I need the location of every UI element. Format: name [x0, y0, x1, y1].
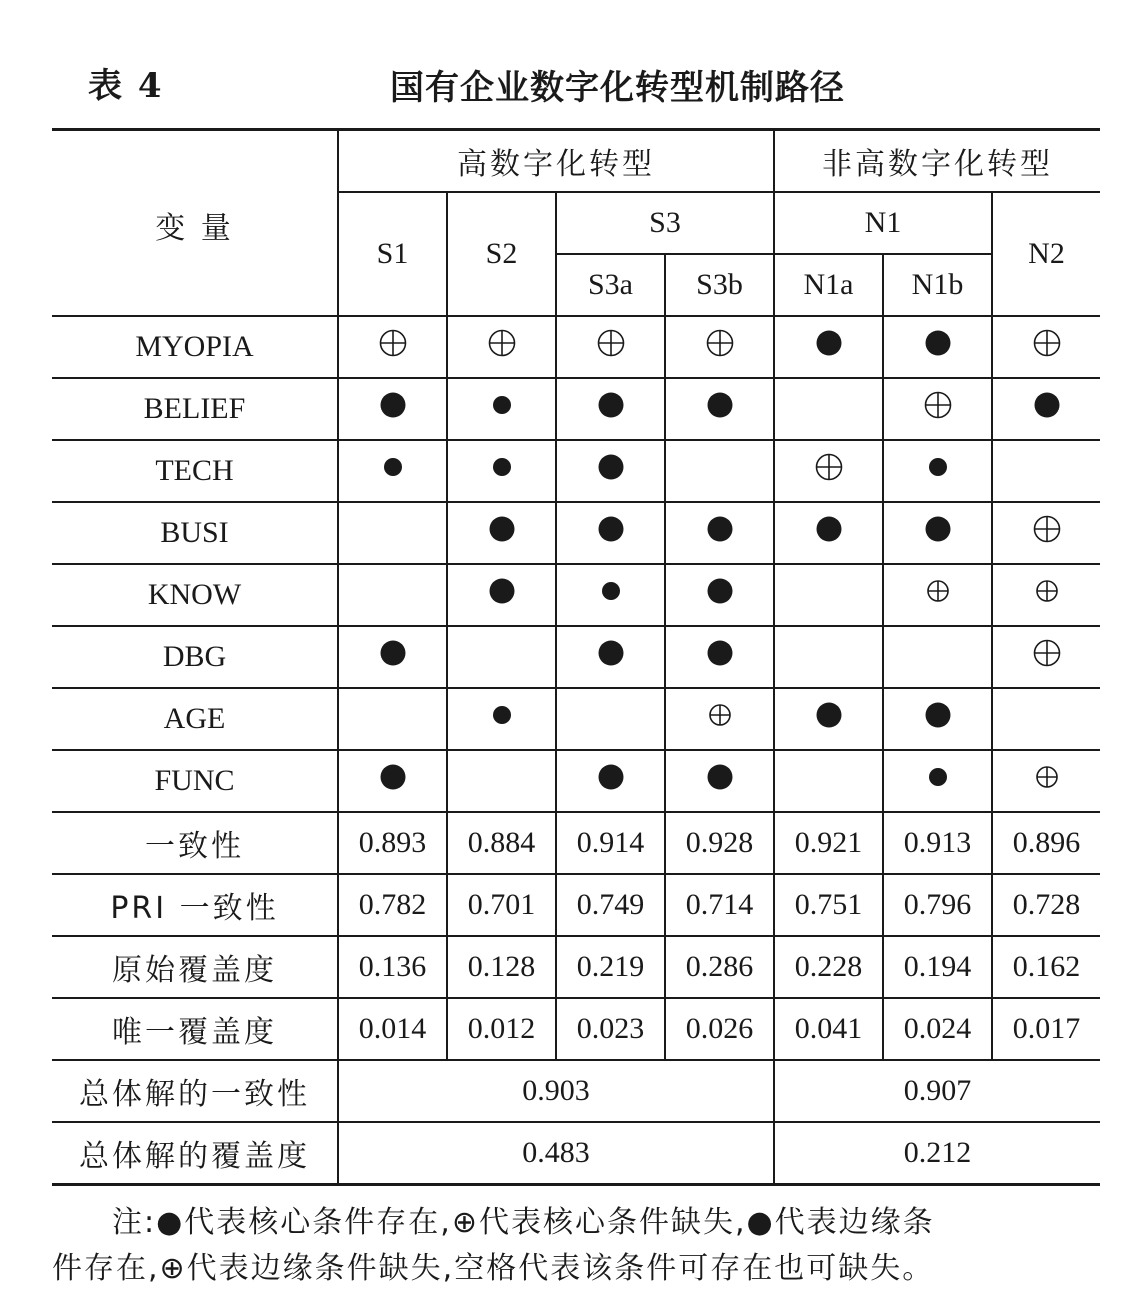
condition-cell [883, 502, 992, 564]
edge-present-icon [487, 452, 517, 490]
core-present-icon [705, 762, 735, 800]
core-present-icon [705, 638, 735, 676]
condition-cell [447, 440, 556, 502]
condition-row [52, 316, 1100, 378]
config-header-s3a: S3a [556, 254, 665, 316]
config-header-n1: N1 [774, 192, 992, 254]
condition-cell [338, 316, 447, 378]
condition-cell [774, 750, 883, 812]
table-title: 国有企业数字化转型机制路径 [390, 68, 845, 108]
condition-cell [883, 750, 992, 812]
condition-cell [556, 564, 665, 626]
condition-cell [883, 316, 992, 378]
metric-value: 0.728 [992, 874, 1100, 936]
config-header-s3: S3 [556, 192, 774, 254]
overall-row [52, 1122, 1100, 1185]
metric-value: 0.023 [556, 998, 665, 1060]
condition-cell [447, 316, 556, 378]
metric-name: 一致性 [52, 812, 338, 874]
condition-row [52, 626, 1100, 688]
condition-name: FUNC [52, 750, 338, 812]
core-absent-icon [487, 328, 517, 366]
config-header-n1a: N1a [774, 254, 883, 316]
condition-cell [774, 440, 883, 502]
core-present-icon [596, 452, 626, 490]
metric-row [52, 874, 1100, 936]
metric-value: 0.024 [883, 998, 992, 1060]
condition-row [52, 564, 1100, 626]
metric-value: 0.921 [774, 812, 883, 874]
condition-row [52, 688, 1100, 750]
core-absent-icon [1032, 638, 1062, 676]
condition-cell [447, 688, 556, 750]
metric-value: 0.017 [992, 998, 1100, 1060]
condition-cell [338, 626, 447, 688]
metric-row [52, 998, 1100, 1060]
edge-present-icon [487, 390, 517, 428]
metric-value: 0.128 [447, 936, 556, 998]
edge-absent-icon [923, 576, 953, 614]
edge-present-icon [923, 762, 953, 800]
condition-cell [992, 750, 1100, 812]
condition-cell [774, 688, 883, 750]
config-header-s3b: S3b [665, 254, 774, 316]
core-absent-icon [378, 328, 408, 366]
core-present-icon [923, 328, 953, 366]
condition-name: DBG [52, 626, 338, 688]
condition-cell [992, 688, 1100, 750]
metric-value: 0.026 [665, 998, 774, 1060]
condition-cell [556, 316, 665, 378]
condition-cell [665, 564, 774, 626]
core-absent-icon [1032, 514, 1062, 552]
condition-cell [447, 626, 556, 688]
condition-name: MYOPIA [52, 316, 338, 378]
metric-value: 0.928 [665, 812, 774, 874]
metric-value: 0.701 [447, 874, 556, 936]
overall-name: 总体解的一致性 [52, 1060, 338, 1122]
condition-cell [774, 502, 883, 564]
condition-row [52, 750, 1100, 812]
metric-row [52, 812, 1100, 874]
condition-cell [883, 688, 992, 750]
mechanism-path-table [52, 128, 1100, 1186]
config-header-n2: N2 [992, 192, 1100, 316]
edge-absent-icon [1032, 576, 1062, 614]
condition-cell [665, 626, 774, 688]
core-present-icon [487, 514, 517, 552]
core-absent-icon [1032, 328, 1062, 366]
condition-cell [338, 564, 447, 626]
condition-cell [447, 564, 556, 626]
overall-value-nonhigh: 0.212 [774, 1122, 1100, 1185]
config-header-n1b: N1b [883, 254, 992, 316]
condition-row [52, 502, 1100, 564]
core-present-icon [378, 638, 408, 676]
condition-cell [556, 502, 665, 564]
core-present-icon [923, 514, 953, 552]
condition-cell [556, 688, 665, 750]
metric-value: 0.893 [338, 812, 447, 874]
condition-cell [665, 688, 774, 750]
metric-name: PRI 一致性 [52, 874, 338, 936]
metric-value: 0.896 [992, 812, 1100, 874]
condition-cell [665, 502, 774, 564]
core-present-icon [705, 390, 735, 428]
edge-present-icon [378, 452, 408, 490]
condition-cell [774, 378, 883, 440]
core-present-icon [814, 700, 844, 738]
config-header-s2: S2 [447, 192, 556, 316]
core-present-icon [814, 328, 844, 366]
metric-value: 0.014 [338, 998, 447, 1060]
core-present-icon [814, 514, 844, 552]
core-present-icon [378, 390, 408, 428]
condition-cell [883, 626, 992, 688]
edge-absent-icon [705, 700, 735, 738]
edge-present-icon [596, 576, 626, 614]
condition-cell [338, 688, 447, 750]
condition-row [52, 440, 1100, 502]
condition-cell [883, 378, 992, 440]
condition-cell [992, 440, 1100, 502]
core-present-icon [596, 638, 626, 676]
metric-value: 0.749 [556, 874, 665, 936]
condition-row [52, 378, 1100, 440]
condition-cell [556, 750, 665, 812]
condition-name: BELIEF [52, 378, 338, 440]
condition-cell [447, 502, 556, 564]
table-number: 表 4 [88, 66, 164, 106]
metric-value: 0.012 [447, 998, 556, 1060]
core-present-icon [596, 390, 626, 428]
condition-cell [338, 502, 447, 564]
core-present-icon [923, 700, 953, 738]
overall-name: 总体解的覆盖度 [52, 1122, 338, 1185]
core-absent-icon [705, 328, 735, 366]
core-present-icon [1032, 390, 1062, 428]
metric-value: 0.751 [774, 874, 883, 936]
condition-name: BUSI [52, 502, 338, 564]
core-present-icon [378, 762, 408, 800]
condition-cell [338, 440, 447, 502]
condition-cell [992, 626, 1100, 688]
group-header-high: 高数字化转型 [338, 130, 774, 193]
condition-cell [774, 564, 883, 626]
condition-cell [992, 502, 1100, 564]
metric-name: 唯一覆盖度 [52, 998, 338, 1060]
core-present-icon [487, 576, 517, 614]
metric-value: 0.286 [665, 936, 774, 998]
condition-cell [992, 316, 1100, 378]
condition-cell [665, 378, 774, 440]
metric-value: 0.914 [556, 812, 665, 874]
condition-cell [338, 750, 447, 812]
core-present-icon [596, 514, 626, 552]
condition-name: TECH [52, 440, 338, 502]
metric-name: 原始覆盖度 [52, 936, 338, 998]
condition-cell [447, 750, 556, 812]
note-line-1: 注:●代表核心条件存在,⊕代表核心条件缺失,●代表边缘条 [112, 1205, 935, 1240]
metric-value: 0.796 [883, 874, 992, 936]
condition-cell [774, 316, 883, 378]
core-absent-icon [596, 328, 626, 366]
condition-cell [883, 440, 992, 502]
metric-value: 0.136 [338, 936, 447, 998]
condition-name: AGE [52, 688, 338, 750]
core-absent-icon [923, 390, 953, 428]
overall-row [52, 1060, 1100, 1122]
variable-header: 变 量 [52, 130, 338, 317]
condition-cell [447, 378, 556, 440]
metric-value: 0.162 [992, 936, 1100, 998]
edge-absent-icon [1032, 762, 1062, 800]
condition-cell [992, 564, 1100, 626]
condition-cell [665, 750, 774, 812]
condition-cell [665, 316, 774, 378]
overall-value-high: 0.483 [338, 1122, 774, 1185]
condition-cell [665, 440, 774, 502]
edge-present-icon [923, 452, 953, 490]
condition-cell [556, 378, 665, 440]
condition-name: KNOW [52, 564, 338, 626]
metric-value: 0.884 [447, 812, 556, 874]
condition-cell [556, 626, 665, 688]
overall-value-high: 0.903 [338, 1060, 774, 1122]
group-header-nonhigh: 非高数字化转型 [774, 130, 1100, 193]
metric-value: 0.228 [774, 936, 883, 998]
metric-value: 0.714 [665, 874, 774, 936]
note-line-2: 件存在,⊕代表边缘条件缺失,空格代表该条件可存在也可缺失。 [52, 1251, 935, 1286]
overall-value-nonhigh: 0.907 [774, 1060, 1100, 1122]
core-present-icon [705, 514, 735, 552]
core-present-icon [705, 576, 735, 614]
metric-value: 0.194 [883, 936, 992, 998]
condition-cell [556, 440, 665, 502]
condition-cell [338, 378, 447, 440]
metric-value: 0.219 [556, 936, 665, 998]
core-absent-icon [814, 452, 844, 490]
metric-value: 0.913 [883, 812, 992, 874]
metric-row [52, 936, 1100, 998]
condition-cell [883, 564, 992, 626]
condition-cell [774, 626, 883, 688]
condition-cell [992, 378, 1100, 440]
config-header-s1: S1 [338, 192, 447, 316]
table-note [52, 1200, 1112, 1292]
metric-value: 0.041 [774, 998, 883, 1060]
edge-present-icon [487, 700, 517, 738]
metric-value: 0.782 [338, 874, 447, 936]
core-present-icon [596, 762, 626, 800]
